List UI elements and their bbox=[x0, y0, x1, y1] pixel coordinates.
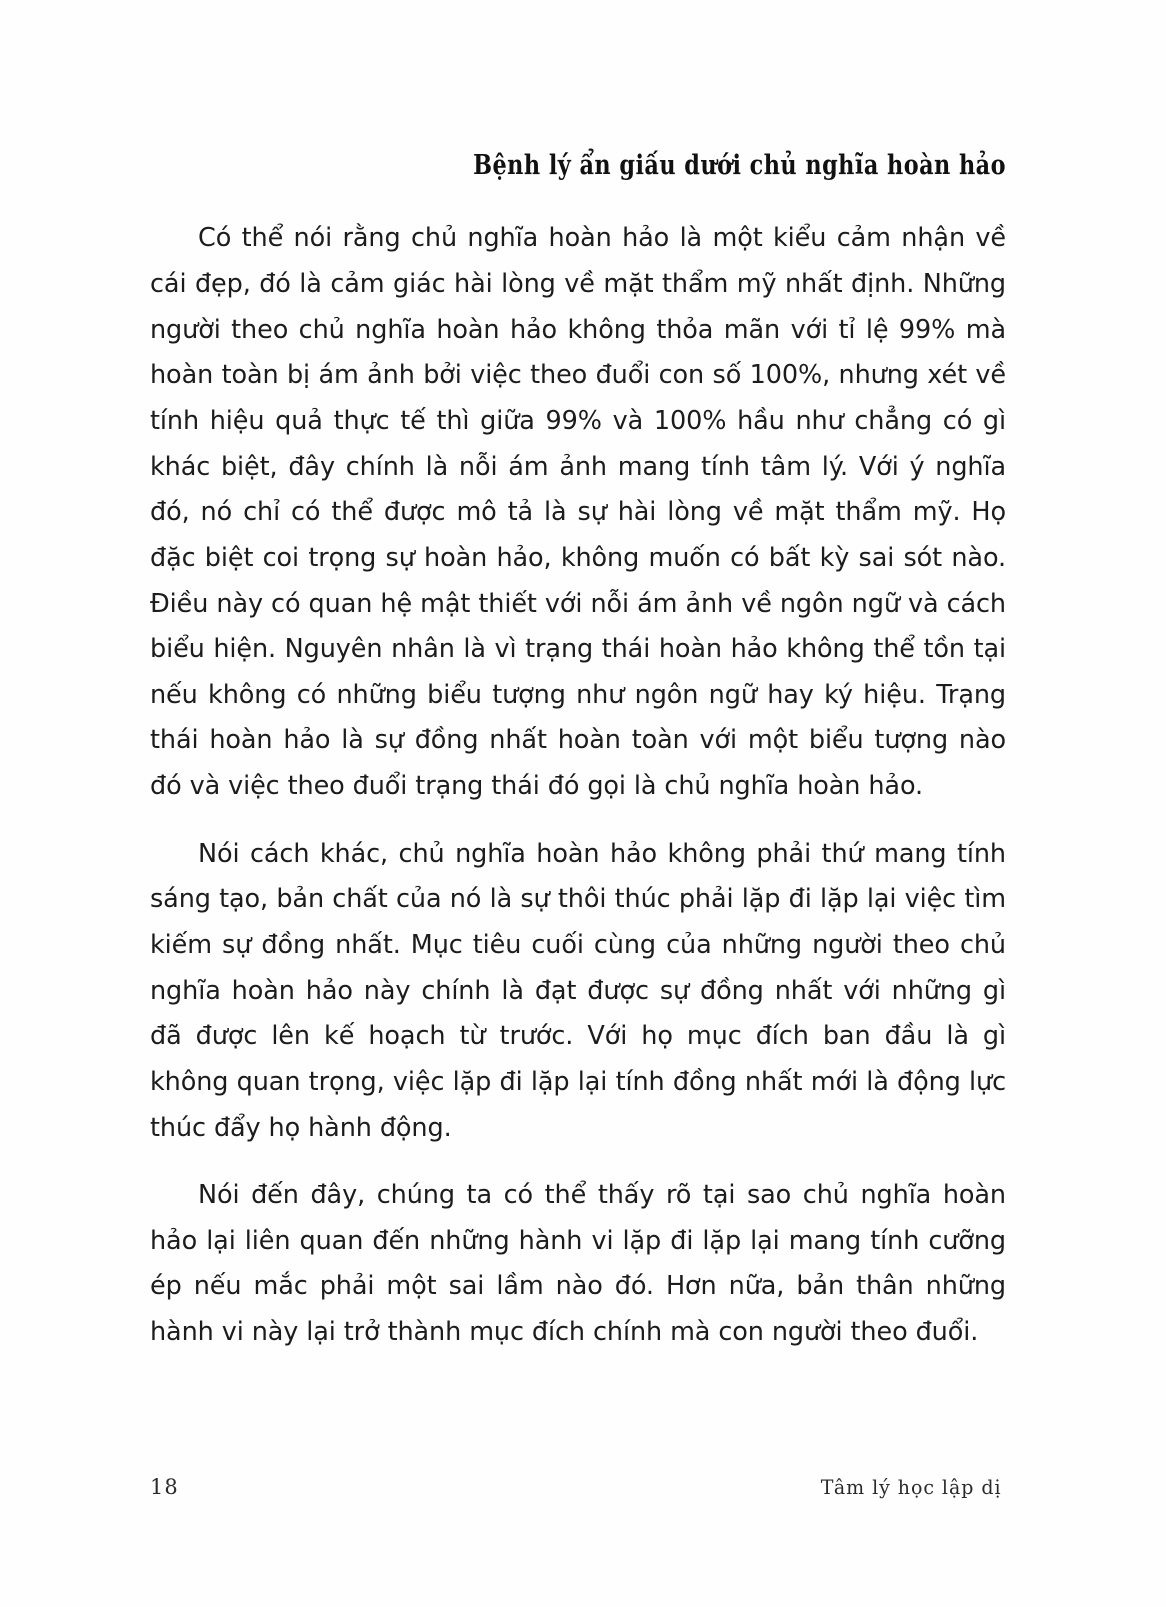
page-number: 18 bbox=[150, 1475, 179, 1499]
body-text bbox=[150, 216, 1006, 1355]
paragraph: Có thể nói rằng chủ nghĩa hoàn hảo là một kiểu cảm nhận về cái đẹp, đó là cảm giác hài lòng về mặt thẩm mỹ nhất định. Những người theo chủ nghĩa hoàn hảo không thỏa mãn với tỉ lệ 99% mà hoàn toàn bị ám ảnh bởi việc theo đuổi con số 100%, nhưng xét về tính hiệu quả thực tế thì giữa 99% và 100% hầu như chẳng có gì khác biệt, đây chính là nỗi ám ảnh mang tính tâm lý. Với ý nghĩa đó, nó chỉ có thể được mô tả là sự hài lòng về mặt thẩm mỹ. Họ đặc biệt coi trọng sự hoàn hảo, không muốn có bất kỳ sai sót nào. Điều này có quan hệ mật thiết với nỗi ám ảnh về ngôn ngữ và cách biểu hiện. Nguyên nhân là vì trạng thái hoàn hảo không thể tồn tại nếu không có những biểu tượng như ngôn ngữ hay ký hiệu. Trạng thái hoàn hảo là sự đồng nhất hoàn toàn với một biểu tượng nào đó và việc theo đuổi trạng thái đó gọi là chủ nghĩa hoàn hảo. bbox=[150, 223, 1006, 802]
page-title: Bệnh lý ẩn giấu dưới chủ nghĩa hoàn hảo bbox=[473, 150, 1006, 181]
paragraph: Nói cách khác, chủ nghĩa hoàn hảo không phải thứ mang tính sáng tạo, bản chất của nó là sự thôi thúc phải lặp đi lặp lại việc tìm kiếm sự đồng nhất. Mục tiêu cuối cùng của những người theo chủ nghĩa hoàn hảo này chính là đạt được sự đồng nhất với những gì đã được lên kế hoạch từ trước. Với họ mục đích ban đầu là gì không quan trọng, việc lặp đi lặp lại tính đồng nhất mới là động lực thúc đẩy họ hành động. bbox=[150, 838, 1006, 1143]
page-footer bbox=[150, 1475, 1006, 1499]
book-title: Tâm lý học lập dị bbox=[820, 1475, 1002, 1499]
paragraph: Nói đến đây, chúng ta có thể thấy rõ tại sao chủ nghĩa hoàn hảo lại liên quan đến những hành vi lặp đi lặp lại mang tính cưỡng ép nếu mắc phải một sai lầm nào đó. Hơn nữa, bản thân những hành vi này lại trở thành mục đích chính mà con người theo đuổi. bbox=[150, 1180, 1006, 1348]
